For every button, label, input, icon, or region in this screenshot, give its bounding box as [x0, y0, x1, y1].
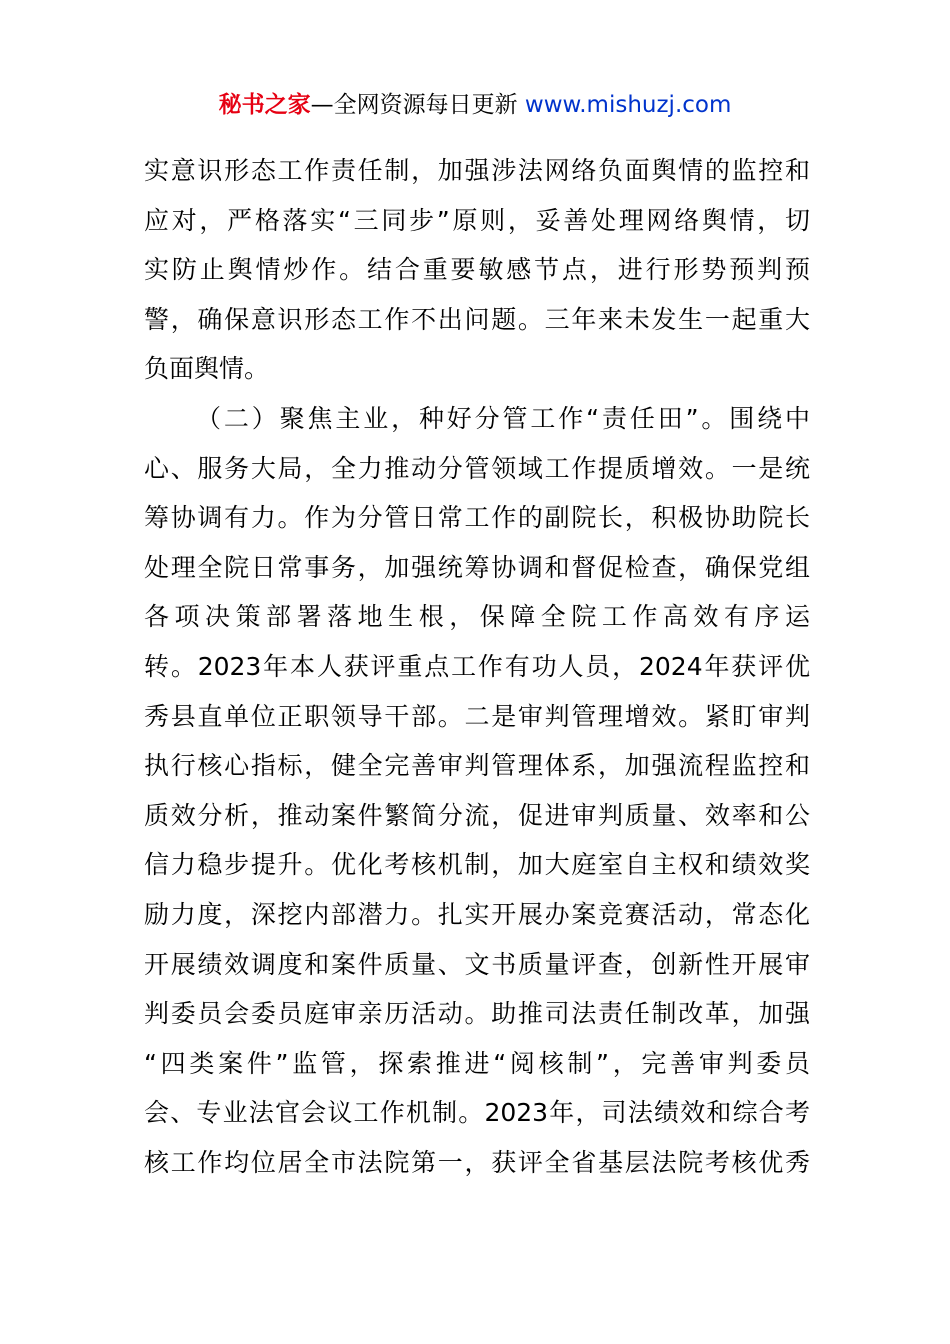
- text-line: 励力度，深挖内部潜力。扎实开展办案竞赛活动，常态化: [144, 899, 810, 929]
- text-line: 心、服务大局，全力推动分管领域工作提质增效。一是统: [144, 453, 810, 483]
- text-line: 实防止舆情炒作。结合重要敏感节点，进行形势预判预: [144, 255, 810, 285]
- site-url-link[interactable]: www.mishuzj.com: [524, 92, 732, 118]
- text-line: 实意识形态工作责任制，加强涉法网络负面舆情的监控和: [144, 156, 810, 185]
- site-tagline: —全网资源每日更新: [310, 92, 525, 118]
- document-body: [144, 146, 810, 1187]
- paragraph-start-line: （二）聚焦主业，种好分管工作“责任田”。围绕中: [196, 403, 810, 433]
- text-line: 转。2023年本人获评重点工作有功人员，2024年获评优: [144, 651, 810, 681]
- text-line: 信力稳步提升。优化考核机制，加大庭室自主权和绩效奖: [144, 850, 810, 880]
- text-line: 处理全院日常事务，加强统筹协调和督促检查，确保党组: [144, 552, 810, 582]
- text-line: 会、专业法官会议工作机制。2023年，司法绩效和综合考: [144, 1098, 810, 1128]
- text-line: 开展绩效调度和案件质量、文书质量评查，创新性开展审: [144, 949, 810, 979]
- text-line: 负面舆情。: [144, 354, 270, 384]
- text-line: 筹协调有力。作为分管日常工作的副院长，积极协助院长: [144, 503, 810, 533]
- text-line: 执行核心指标，健全完善审判管理体系，加强流程监控和: [144, 751, 810, 781]
- text-line: 应对，严格落实“三同步”原则，妥善处理网络舆情，切: [144, 205, 810, 235]
- text-line: 各项决策部署落地生根，保障全院工作高效有序运: [144, 602, 810, 632]
- text-line: 判委员会委员庭审亲历活动。助推司法责任制改革，加强: [144, 999, 810, 1029]
- text-line: 质效分析，推动案件繁简分流，促进审判质量、效率和公: [144, 800, 810, 830]
- site-header: [0, 88, 950, 122]
- text-line: 警，确保意识形态工作不出问题。三年来未发生一起重大: [144, 304, 810, 334]
- text-line: 秀县直单位正职领导干部。二是审判管理增效。紧盯审判: [144, 701, 810, 731]
- site-brand: 秘书之家: [218, 92, 311, 118]
- text-line: “四类案件”监管，探索推进“阅核制”，完善审判委员: [144, 1048, 810, 1078]
- text-line: 核工作均位居全市法院第一，获评全省基层法院考核优秀: [144, 1147, 810, 1177]
